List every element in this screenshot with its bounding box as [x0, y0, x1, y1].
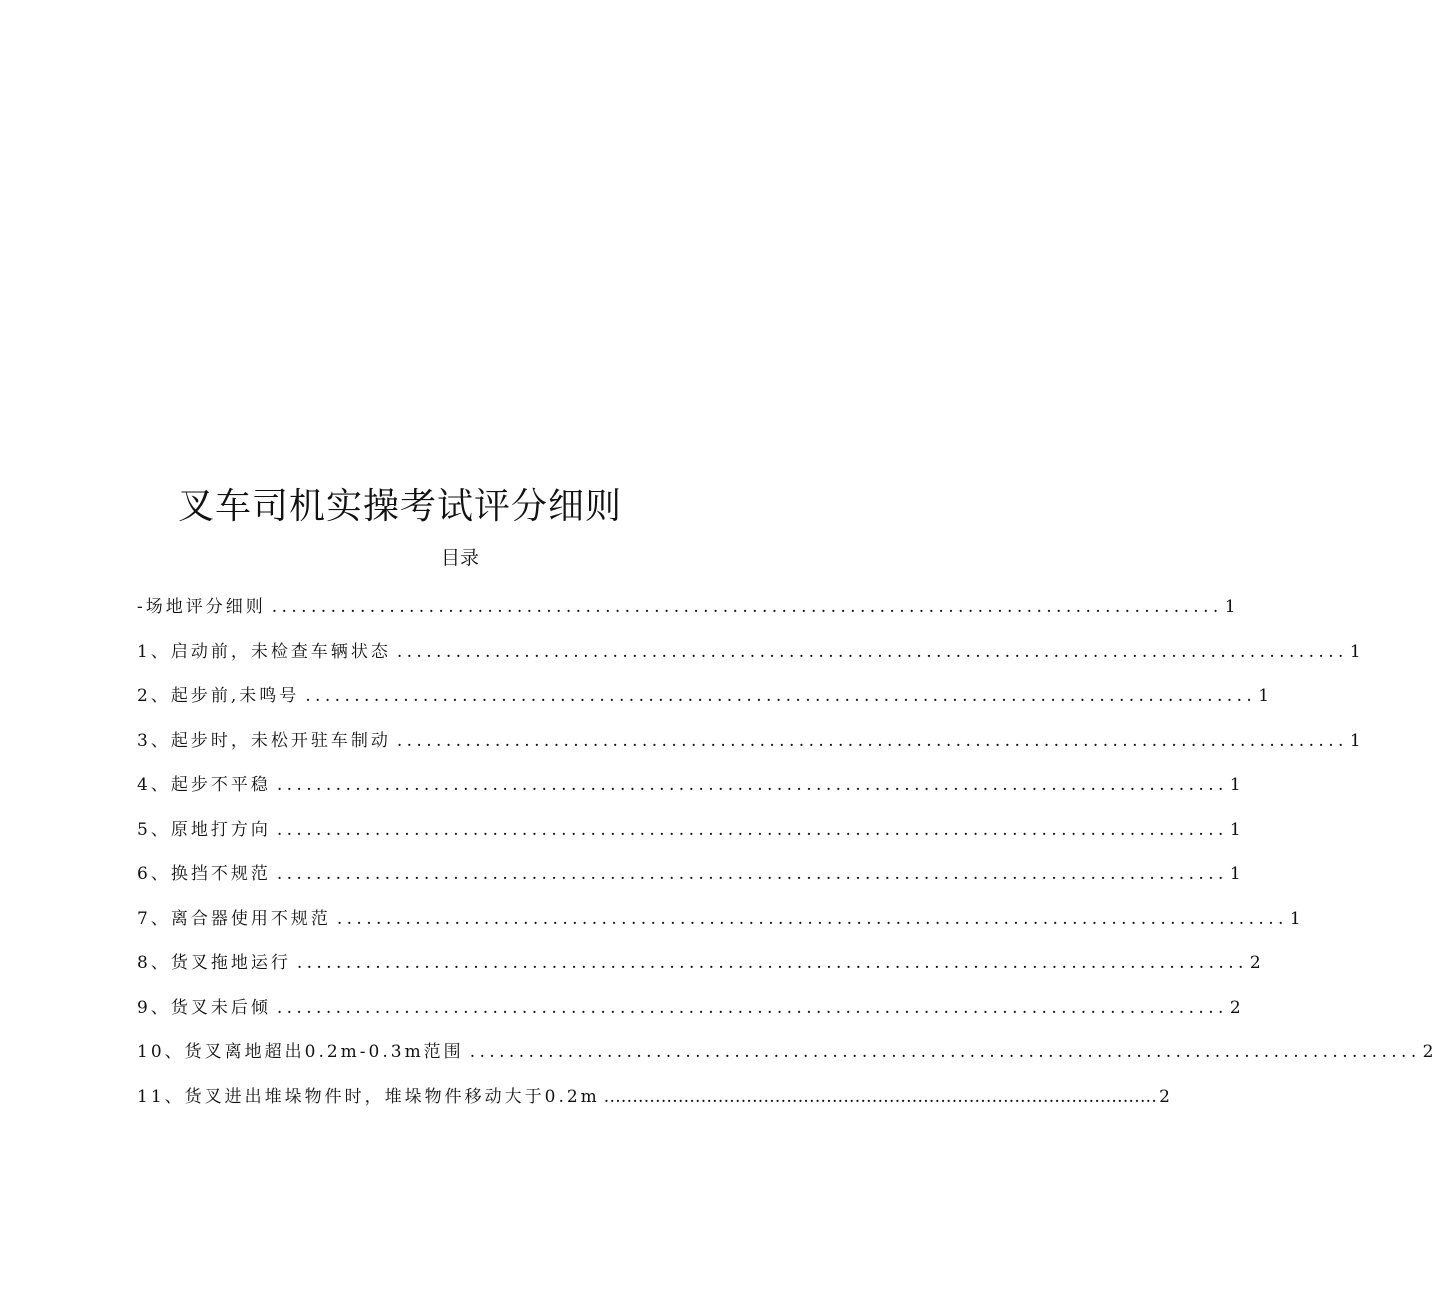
toc-entry[interactable] [137, 948, 1261, 993]
toc-leader-dots: ................................................................................................. [276, 819, 1228, 840]
toc-leader-dots: ................................................................................................. [276, 864, 1228, 884]
toc-entry[interactable] [137, 904, 1301, 949]
toc-page-number: 1 [1349, 641, 1361, 662]
toc-entry-text: 8、货叉拖地运行 [137, 953, 291, 973]
toc-page-number: 1 [1289, 908, 1301, 929]
toc-leader-dots: ................................................................................................. [469, 1042, 1421, 1062]
toc-page-number: 2 [1249, 953, 1261, 973]
toc-entry-text: 3、起步时，未松开驻车制动 [137, 730, 391, 751]
toc-entry-text: 9、货叉未后倾 [137, 997, 271, 1018]
toc-entry[interactable] [137, 592, 1236, 637]
toc-page-number: 1 [1229, 775, 1241, 795]
toc-leader-dots: ................................................................................................. [296, 953, 1248, 973]
toc-entry[interactable] [137, 1082, 1170, 1127]
toc-page-number: 1 [1349, 730, 1361, 751]
toc-entry[interactable] [137, 993, 1241, 1038]
toc-page-number: 2 [1229, 997, 1241, 1018]
toc-heading: 目录 [440, 547, 479, 569]
toc-leader-dots: ................................................................................................. [276, 775, 1228, 795]
toc-entry[interactable] [137, 637, 1361, 682]
toc-leader-dots: ................................................................................................. [603, 1086, 1158, 1107]
toc-entry-text: -场地评分细则 [137, 597, 266, 617]
toc-page-number: 1 [1258, 686, 1270, 706]
toc-leader-dots: ................................................................................................. [396, 730, 1348, 751]
toc-page-number: 1 [1224, 597, 1236, 617]
toc-entry-text: 5、原地打方向 [137, 819, 271, 840]
toc-leader-dots: ................................................................................................. [271, 597, 1223, 617]
toc-entry[interactable] [137, 726, 1361, 771]
toc-page-number: 1 [1229, 864, 1241, 884]
toc-entry-text: 6、换挡不规范 [137, 864, 271, 884]
toc-leader-dots: ................................................................................................. [396, 641, 1348, 662]
toc-leader-dots: ................................................................................................. [305, 686, 1257, 706]
toc-leader-dots: ................................................................................................. [336, 908, 1288, 929]
toc-entry-text: 4、起步不平稳 [137, 775, 271, 795]
toc-entry-text: 1、启动前，未检查车辆状态 [137, 641, 391, 662]
toc-entry-text: 11、货叉进出堆垛物件时，堆垛物件移动大于0.2m [137, 1086, 600, 1107]
toc-page-number: 2 [1159, 1086, 1170, 1107]
toc-entry[interactable] [137, 815, 1241, 860]
document-title: 叉车司机实操考试评分细则 [178, 486, 623, 527]
toc-entry[interactable] [137, 859, 1241, 904]
toc-entry[interactable] [137, 681, 1270, 726]
table-of-contents [137, 592, 1434, 1126]
toc-page-number: 2 [1422, 1042, 1434, 1062]
toc-entry-text: 10、货叉离地超出0.2m-0.3m范围 [137, 1042, 464, 1062]
toc-page-number: 1 [1229, 819, 1241, 840]
toc-entry-text: 7、离合器使用不规范 [137, 908, 331, 929]
toc-entry-text: 2、起步前,未鸣号 [137, 686, 300, 706]
toc-entry[interactable] [137, 770, 1241, 815]
toc-leader-dots: ................................................................................................. [276, 997, 1228, 1018]
toc-entry[interactable] [137, 1037, 1434, 1082]
